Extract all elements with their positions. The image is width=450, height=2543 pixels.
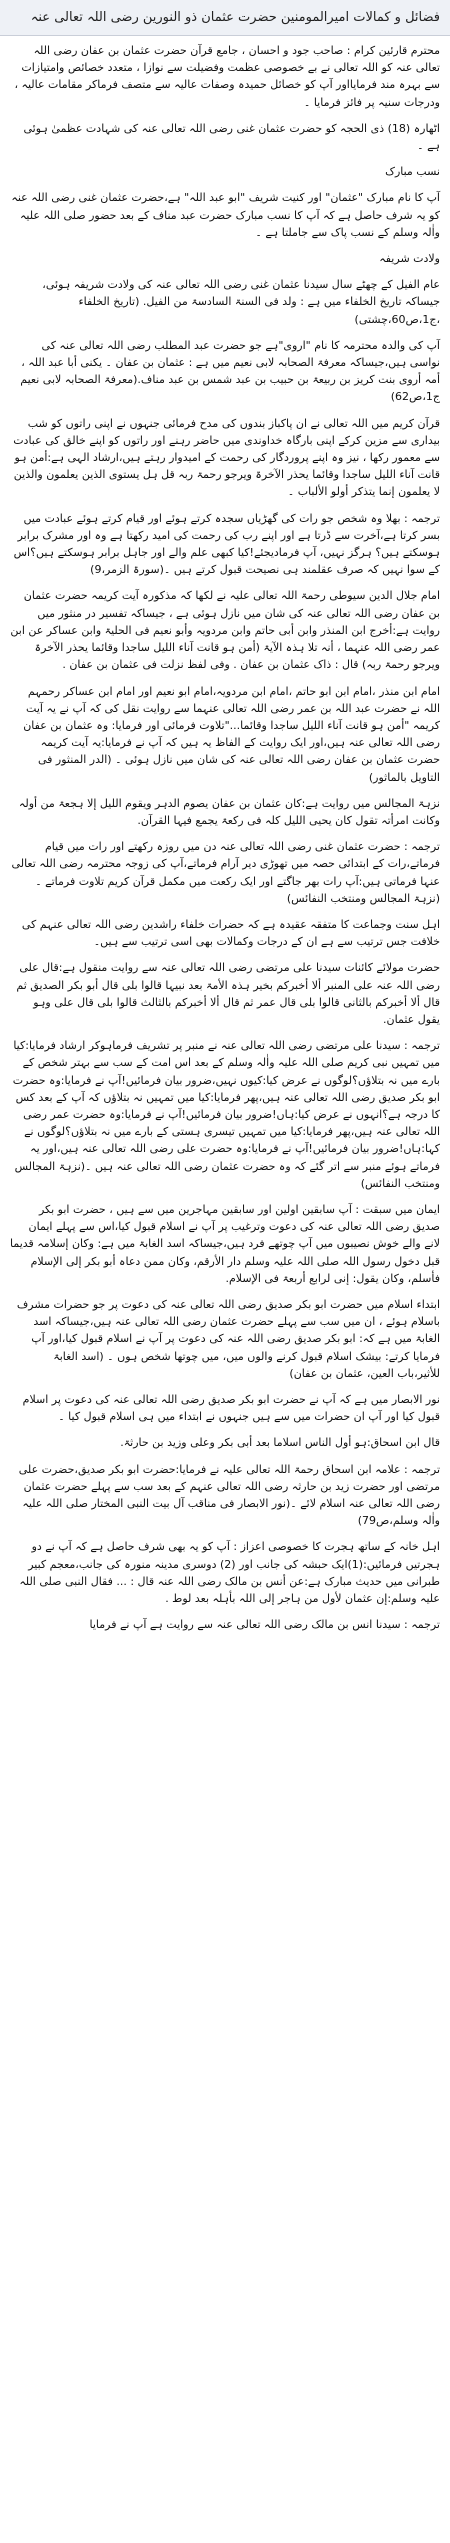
paragraph: قرآن کریم میں اللہ تعالی نے ان پاکباز بندوں کی مدح فرمائی جنہوں نے اپنی راتوں کو شب بیداری سے مزین کرکے اپنی بارگاہ خداوندی میں حاضر رہنے اور راتوں کو اپنے خالق کی عبادت سے معمور رکھا ، نیز وہ اپنے پروردگار کی رحمت کے امیدوار رہتے ہیں،ارشاد الہی ہے:أمن ہو قانت آناء اللیل ساجدا وقائما یحذر الآخرۃ ویرجو رحمۃ ربہ قل ہل یستوی الذین یعلمون والذین لا یعلمون إنما یتذکر أولو الألباب ۔	[13, 416, 440, 499]
paragraph: اٹھارہ (18) ذی الحجہ کو حضرت عثمان غنی رضی اللہ تعالی عنہ کی شہادت عظمیٰ ہوئی ہے ۔	[23, 121, 440, 153]
paragraph: نزہۃ المجالس میں روایت ہے:کان عثمان بن عفان یصوم الدہر ویقوم اللیل إلا ہجعۃ من أولہ وکانت امرأتہ تقول کان یحیی اللیل کلہ فی رکعۃ یجمع فیہا القرآن.	[18, 796, 440, 827]
article-title: فضائل و کمالات امیرالمومنین حضرت عثمان ذو النورین رضی اللہ تعالی عنہ	[30, 10, 440, 25]
section-heading: ولادت شریفہ	[379, 252, 440, 266]
paragraph: ترجمہ : بھلا وہ شخص جو رات کی گھڑیاں سجدہ کرتے ہوئے اور قیام کرتے ہوئے عبادت میں بسر کرتا ہے،آخرت سے ڈرتا ہے اور اپنے رب کی رحمت کی امید رکھتا ہے وہ اور مشرک برابر ہوسکتے ہیں؟ ہرگز نہیں، آپ فرمادیجئے!کیا کبھی علم والے اور جاہل برابر ہوسکتے ہیں؟اس کے سوا نہیں کہ صرف عقلمند ہی نصیحت قبول کرتے ہیں ۔(سورۃ الزمر،9)	[13, 511, 440, 577]
section-heading: نسب مبارک	[385, 165, 440, 179]
paragraph: عام الفیل کے چھٹے سال سیدنا عثمان غنی رضی اللہ تعالی عنہ کی ولادت شریفہ ہوئی، جیساکہ تاریخ الخلفاء میں ہے : ولد فی السنۃ السادسۃ من الفیل. (تاریخ الخلفاء ،ج1،ص60،چشتی)	[42, 278, 440, 326]
paragraph: ترجمہ : سیدنا انس بن مالک رضی اللہ تعالی عنہ سے روایت ہے آپ نے فرمایا	[89, 1618, 440, 1632]
paragraph: محترم قارئین کرام : صاحب جود و احسان ، جامع قرآن حضرت عثمان بن عفان رضی اللہ تعالی عنہ کو اللہ تعالی نے بے خصوصی عظمت وفضیلت سے نوازا ، متعدد خصائص وامتیازات سے بہرہ مند فرمایااور آپ کو خصائل حمیدہ وصفات عالیہ سے متصف فرماکر مقامات عالیہ ، ودرجات سنیہ پر فائز فرمایا ۔	[14, 44, 440, 109]
paragraph: قال ابن اسحاق:ہو أول الناس اسلاما بعد أبی بکر وعلی وزید بن حارثۃ.	[120, 1436, 440, 1450]
paragraph: ابتداء اسلام میں حضرت ابو بکر صدیق رضی اللہ تعالی عنہ کی دعوت پر جو حضرات مشرف باسلام ہوئے ، ان میں سب سے پہلے حضرت عثمان رضی اللہ تعالی عنہ ہیں،جیساکہ اسد الغابۃ میں ہے کہ: ابو بکر صدیق رضی اللہ عنہ کی دعوت پر آپ نے اسلام قبول کیا،اور آپ فرمایا کرتے: بیشک اسلام قبول کرنے والوں میں، میں چوتھا شخص ہوں ۔ (اسد الغابۃ للأثیر،باب العین، عثمان بن عفان)	[16, 1298, 440, 1380]
paragraph: اہل خانہ کے ساتھ ہجرت کا خصوصی اعزاز : آپ کو یہ بھی شرف حاصل ہے کہ آپ نے دو ہجرتیں فرمائیں:(1)ایک حبشہ کی جانب اور (2) دوسری مدینہ منورہ کی جانب،معجم کبیر طبرانی میں حدیث مبارک ہے:عن أنس بن مالک رضی اللہ عنہ قال : ... فقال النبی صلی اللہ علیہ وسلم:إن عثمان لأول من ہاجر إلی اللہ بأہلہ بعد لوط .	[19, 1540, 440, 1606]
paragraph: ترجمہ : حضرت عثمان غنی رضی اللہ تعالی عنہ دن میں روزہ رکھتے اور رات میں قیام فرماتے،رات کے ابتدائی حصہ میں تھوڑی دیر آرام فرماتے،آپ کی زوجہ محترمہ رضی اللہ تعالی عنہا فرماتی ہیں:آپ رات بھر جاگتے اور ایک رکعت میں مکمل قرآن کریم تلاوت فرماتے ۔(نزہۃ المجالس ومنتخب النفائس)	[11, 840, 440, 905]
paragraph: نور الابصار میں ہے کہ آپ نے حضرت ابو بکر صدیق رضی اللہ تعالی عنہ کی دعوت پر اسلام قبول کیا اور آپ ان حضرات میں سے ہیں جنہوں نے ابتداء میں ہی اسلام قبول کیا ۔	[22, 1393, 440, 1424]
paragraph: ترجمہ : سیدنا علی مرتضی رضی اللہ تعالی عنہ نے منبر پر تشریف فرماہوکر ارشاد فرمایا:کیا میں تمہیں نبی کریم صلی اللہ علیہ واٰلہ وسلم کے بعد اس امت کے سب سے بہتر شخص کے بارے میں نہ بتلاؤں؟لوگوں نے عرض کیا:کیوں نہیں،ضرور بیان فرمائیں!آپ نے فرمایا:وہ حضرت ابو بکر صدیق رضی اللہ تعالی عنہ ہیں،پھر فرمایا:کیا میں تمہیں نہ بتلاؤں کہ آپ کے بعد کس کا درجہ ہے؟انہوں نے عرض کیا:ہاں!ضرور بیان فرمائیں!آپ نے فرمایا:وہ حضرت عمر رضی اللہ تعالی عنہ ہیں،پھر فرمایا:کیا میں تمہیں تیسری ہستی کے بارے میں نہ بتلاؤں؟لوگوں نے کہا:ہاں!ضرور بیان فرمائیں!آپ نے فرمایا:وہ حضرت علی رضی اللہ تعالی عنہ ہیں،اور یہ فرماتے ہوئے منبر سے اتر گئے کہ وہ حضرت عثمان رضی اللہ تعالی عنہ ہیں ۔(نزہۃ المجالس ومنتخب النفائس)	[12, 1039, 440, 1190]
paragraph: اہل سنت وجماعت کا متفقہ عقیدہ ہے کہ حضرات خلفاء راشدین رضی اللہ تعالی عنہم کی خلافت جس ترتیب سے ہے ان کے درجات وکمالات بھی اسی ترتیب سے ہیں۔	[21, 917, 440, 949]
article-header	[0, 0, 450, 36]
paragraph: ترجمہ : علامہ ابن اسحاق رحمۃ اللہ تعالی علیہ نے فرمایا:حضرت ابو بکر صدیق،حضرت علی مرتضی اور حضرت زید بن حارثہ رضی اللہ تعالی عنہم کے بعد سب سے پہلے حضرت عثمان رضی اللہ تعالی عنہ اسلام لائے ۔(نور الابصار فی مناقب آل بیت النبی المختار صلی اللہ علیہ واٰلہ وسلم،ص79)	[18, 1462, 440, 1528]
article-body	[0, 36, 450, 1633]
paragraph: آپ کا نام مبارک "عثمان" اور کنیت شریف "ابو عبد اللہ" ہے،حضرت عثمان غنی رضی اللہ عنہ کو یہ شرف حاصل ہے کہ آپ کا نسب مبارک حضرت عبد مناف کے بعد حضور صلی اللہ علیہ واٰلہ وسلم کے نسب پاک سے جاملتا ہے ۔	[11, 191, 440, 239]
paragraph: ایمان میں سبقت : آپ سابقین اولین اور سابقین مہاجرین میں سے ہیں ، حضرت ابو بکر صدیق رضی اللہ تعالی عنہ کی دعوت وترغیب پر آپ نے اسلام قبول کیا،اس سے پہلے ایمان لانے والے خوش نصیبوں میں آپ چوتھے فرد ہیں،جیساکہ اسد الغابۃ میں ہے: وکان إسلامہ قدیما قبل دخول رسول اللہ صلی اللہ علیہ وسلم دار الأرقم، وکان ممن دعاہ أبو بکر إلی الإسلام فأسلم، وکان یقول: إنی لرابع أربعۃ فی الإسلام.	[10, 1202, 440, 1285]
paragraph: آپ کی والدہ محترمہ کا نام "اروی"ہے جو حضرت عبد المطلب رضی اللہ تعالی عنہ کی نواسی ہیں،جیساکہ معرفۃ الصحابہ لابی نعیم میں ہے : عثمان بن عفان ۔ یکنی أبا عبد اللہ ، أمہ أروی بنت کریز بن ربیعۃ بن حبیب بن عبد شمس بن عبد مناف.(معرفۃ الصحابہ لابی نعیم ج1،ص62)	[20, 338, 440, 404]
paragraph: حضرت مولائے کائنات سیدنا علی مرتضی رضی اللہ تعالی عنہ سے روایت منقول ہے:قال علی رضی اللہ عنہ علی المنبر ألا أخبرکم بخیر ہذہ الأمۃ بعد نبیہا قالوا بلی قال أبو بکر الصدیق ثم قال ألا أخبرکم بالثانی قالوا بلی قال عمر ثم قال ألا أخبرکم بالثالث قالوا بلی قال علی وہو یقول عثمان.	[16, 961, 440, 1026]
paragraph: امام جلال الدین سیوطی رحمۃ اللہ تعالی علیہ نے لکھا کہ مذکورہ آیت کریمہ حضرت عثمان بن عفان رضی اللہ تعالی عنہ کی شان میں نازل ہوئی ہے ، جیساکہ تفسیر در منثور میں روایت ہے:أخرج ابن المنذر وابن أبی حاتم وابن مردویہ وأبو نعیم فی الحلیۃ وابن عساکر عن ابن عمر رضی اللہ عنہما ، أنہ تلا ہذہ الآیۃ (أمن ہو قانت آناء اللیل ساجدا وقائما یحذر الآخرۃ ویرجو رحمۃ ربہ) قال : ذاک عثمان بن عفان . وفی لفظ نزلت فی عثمان بن عفان .	[10, 589, 440, 672]
paragraph: امام ابن منذر ،امام ابن ابو حاتم ،امام ابن مردویہ،امام ابو نعیم اور امام ابن عساکر رحمہم اللہ نے حضرت عبد اللہ بن عمر رضی اللہ تعالی عنہما سے روایت نقل کی کہ آپ نے یہ آیت کریمہ "أمن ہو قانت آناء اللیل ساجدا وقائما..."تلاوت فرمائی اور فرمایا: وہ عثمان بن عفان رضی اللہ تعالی عنہ ہیں،اور ایک روایت کے الفاظ یہ ہیں کہ آپ نے فرمایا:یہ آیت کریمہ حضرت عثمان بن عفان رضی اللہ تعالی عنہ کی شان میں نازل ہوئی ۔ (الدر المنثور فی التاویل بالماثور)	[23, 684, 440, 784]
